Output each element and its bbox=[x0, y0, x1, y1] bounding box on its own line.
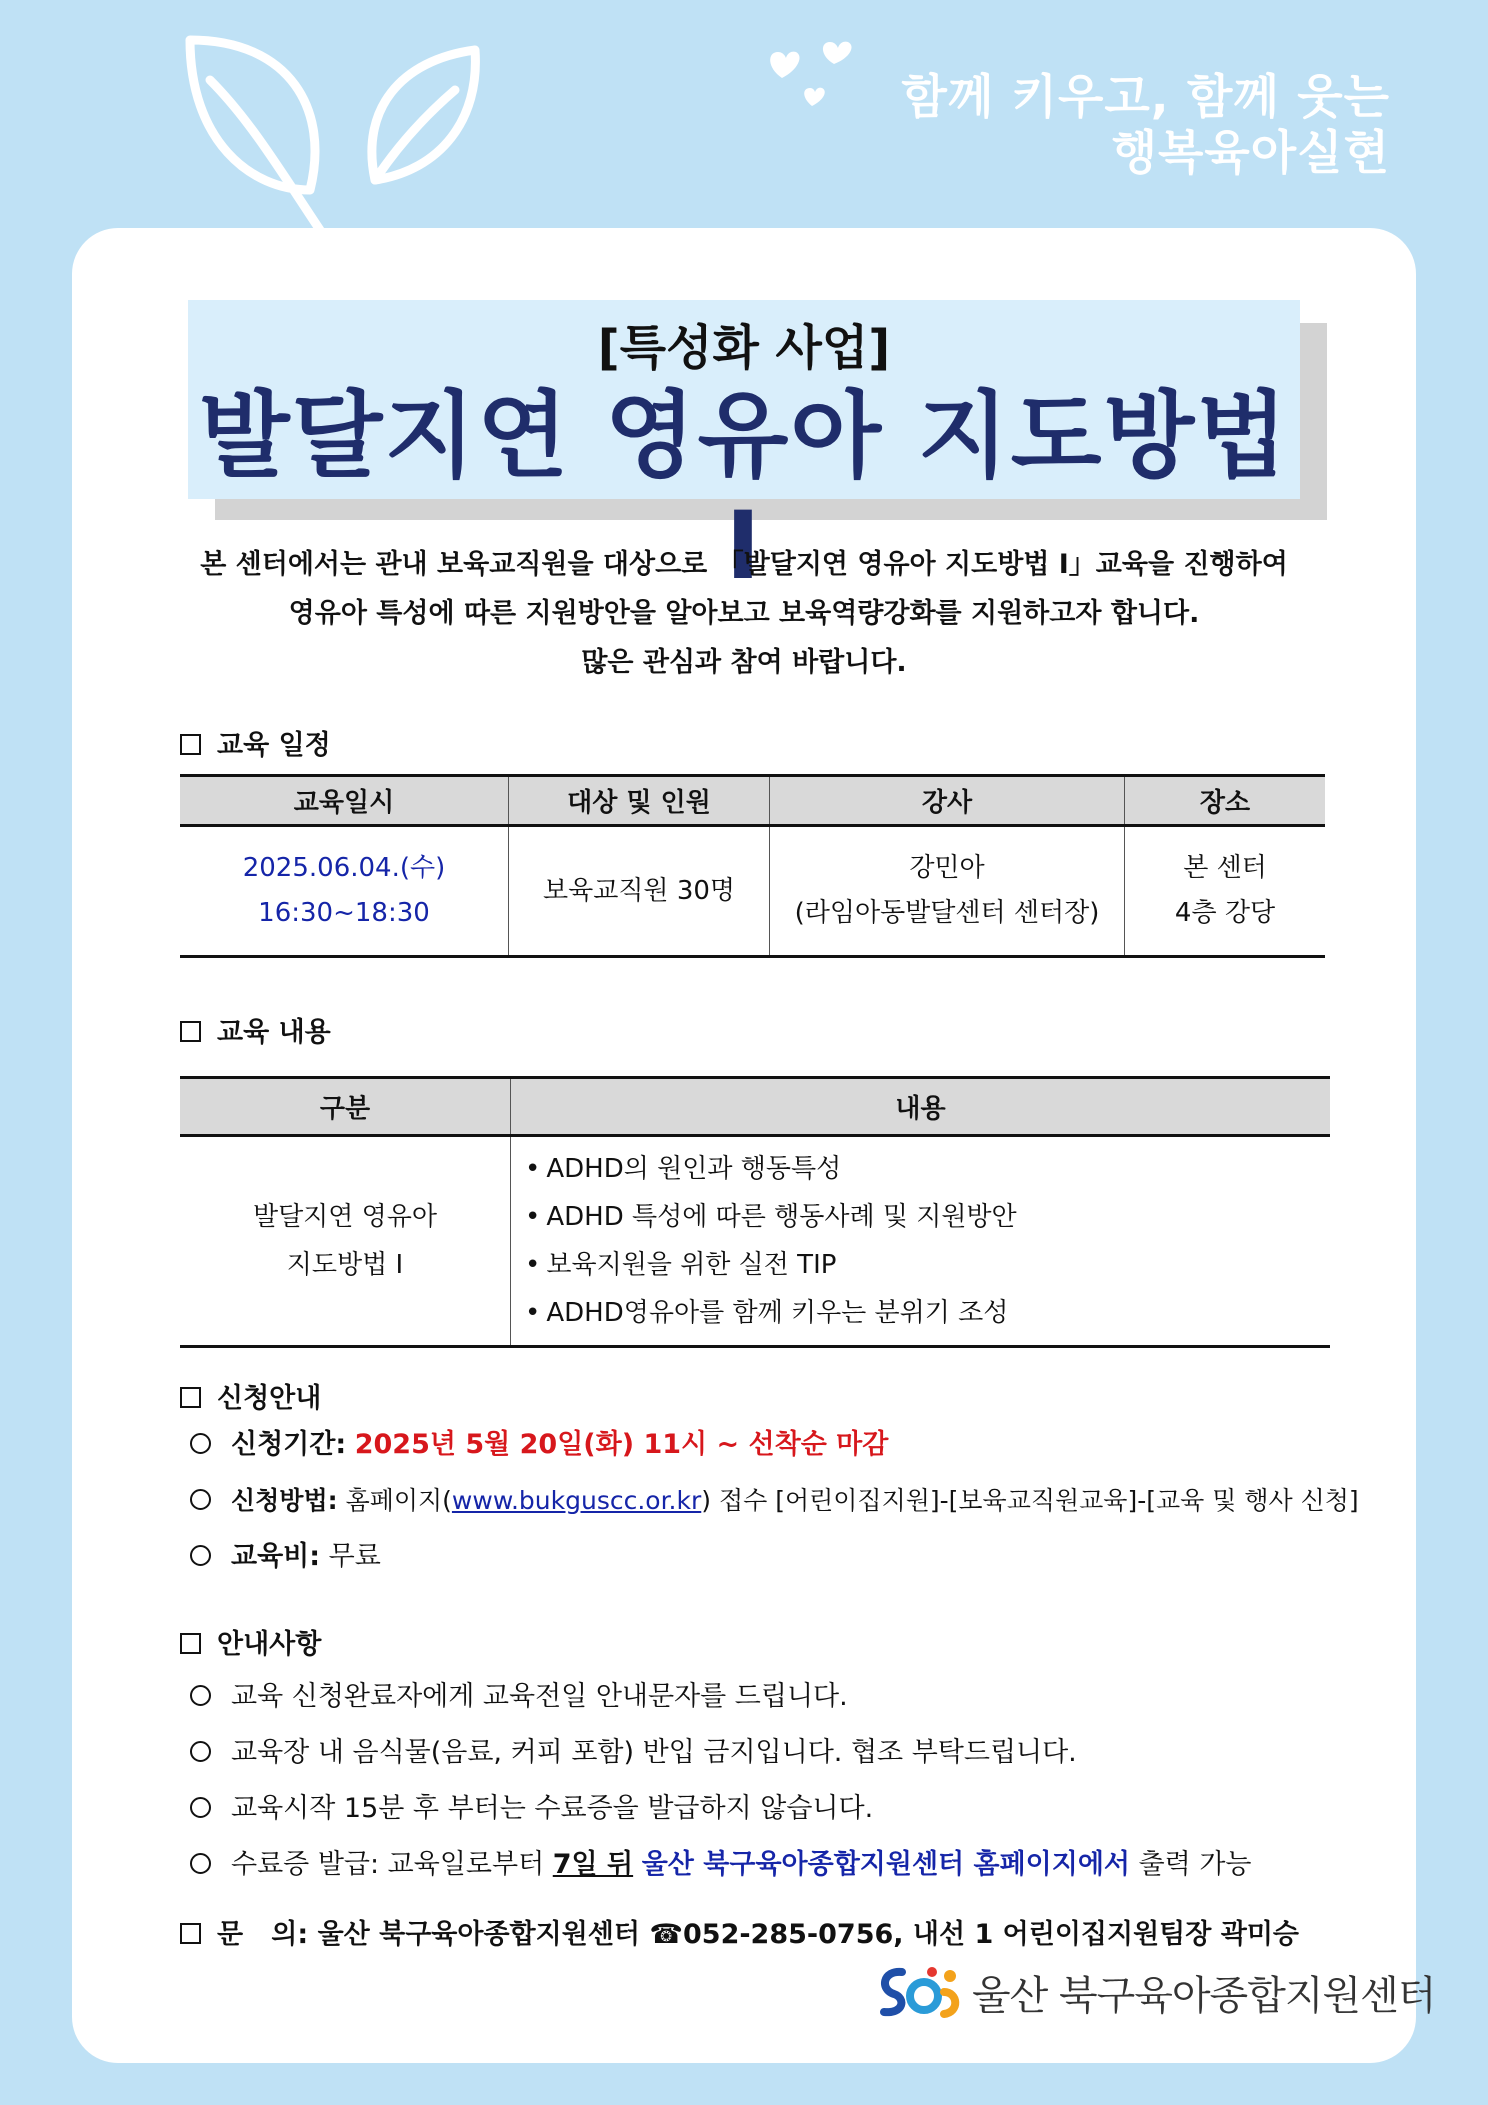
intro-line-1: 본 센터에서는 관내 보육교직원을 대상으로 「발달지연 영유아 지도방법 Ⅰ」교육을 진행하여 bbox=[200, 549, 1288, 580]
contact-line: 문 의: 울산 북구육아종합지원센터 ☎052-285-0756, 내선 1 어린이집지원팀장 곽미승 bbox=[180, 1912, 1299, 1951]
intro-line-3: 많은 관심과 참여 바랍니다. bbox=[581, 647, 907, 678]
notice-heading: 안내사항 bbox=[180, 1622, 321, 1661]
schedule-target: 보육교직원 30명 bbox=[509, 826, 770, 957]
circle-bullet-icon bbox=[190, 1685, 211, 1706]
schedule-time: 16:30~18:30 bbox=[258, 898, 430, 928]
apply-period: 신청기간: 2025년 5월 20일(화) 11시 ~ 선착순 마감 bbox=[190, 1417, 1359, 1473]
notice-item: 교육장 내 음식물(음료, 커피 포함) 반입 금지입니다. 협조 부탁드립니다. bbox=[190, 1725, 1252, 1781]
intro-line-2: 영유아 특성에 따른 지원방안을 알아보고 보육역량강화를 지원하고자 합니다. bbox=[288, 598, 1200, 629]
slogan-line-2: 행복육아실현 bbox=[1111, 126, 1390, 181]
table-header: 내용 bbox=[511, 1078, 1331, 1136]
square-bullet-icon bbox=[180, 1923, 201, 1944]
slogan bbox=[901, 70, 1390, 182]
content-table bbox=[180, 1076, 1330, 1348]
notice-list bbox=[190, 1669, 1252, 1893]
square-bullet-icon bbox=[180, 734, 201, 755]
schedule-table bbox=[180, 774, 1325, 958]
table-header: 교육일시 bbox=[180, 776, 509, 826]
apply-list bbox=[190, 1417, 1359, 1585]
table-header: 구분 bbox=[180, 1078, 511, 1136]
hearts-icon bbox=[762, 38, 862, 110]
list-item: • ADHD의 원인과 행동특성 bbox=[525, 1154, 842, 1184]
page-title: 발달지연 영유아 지도방법 Ⅰ bbox=[198, 382, 1290, 601]
list-item: • 보육지원을 위한 실전 TIP bbox=[525, 1250, 837, 1280]
center-logo-icon bbox=[872, 1962, 962, 2022]
apply-method: 신청방법: 홈페이지(www.bukguscc.or.kr) 접수 [어린이집지원]-[보육교직원교육]-[교육 및 행사 신청] bbox=[190, 1473, 1359, 1529]
square-bullet-icon bbox=[180, 1021, 201, 1042]
center-logo-text: 울산 북구육아종합지원센터 bbox=[972, 1972, 1436, 2019]
circle-bullet-icon bbox=[190, 1545, 211, 1566]
schedule-instructor bbox=[770, 826, 1125, 957]
table-header: 대상 및 인원 bbox=[509, 776, 770, 826]
schedule-place bbox=[1125, 826, 1326, 957]
instructor-title: (라임아동발달센터 센터장) bbox=[794, 898, 1100, 928]
category-line-1: 발달지연 영유아 bbox=[252, 1202, 438, 1232]
apply-fee: 교육비: 무료 bbox=[190, 1529, 1359, 1585]
circle-bullet-icon bbox=[190, 1741, 211, 1762]
square-bullet-icon bbox=[180, 1387, 201, 1408]
schedule-datetime bbox=[180, 826, 509, 957]
center-logo bbox=[872, 1962, 1435, 2022]
content-category bbox=[180, 1136, 511, 1347]
table-header: 강사 bbox=[770, 776, 1125, 826]
circle-bullet-icon bbox=[190, 1797, 211, 1818]
table-header: 장소 bbox=[1125, 776, 1326, 826]
apply-heading: 신청안내 bbox=[180, 1376, 321, 1415]
place-line-2: 4층 강당 bbox=[1174, 898, 1276, 928]
list-item: • ADHD 특성에 따른 행동사례 및 지원방안 bbox=[525, 1202, 1017, 1232]
circle-bullet-icon bbox=[190, 1853, 211, 1874]
apply-period-value: 2025년 5월 20일(화) 11시 ~ 선착순 마감 bbox=[354, 1429, 889, 1460]
instructor-name: 강민아 bbox=[909, 853, 985, 883]
leaves-illustration bbox=[170, 30, 510, 230]
circle-bullet-icon bbox=[190, 1433, 211, 1454]
intro-text bbox=[180, 540, 1308, 687]
notice-item: 교육시작 15분 후 부터는 수료증을 발급하지 않습니다. bbox=[190, 1781, 1252, 1837]
slogan-line-1: 함께 키우고, 함께 웃는 bbox=[901, 70, 1390, 125]
square-bullet-icon bbox=[180, 1633, 201, 1654]
list-item: • ADHD영유아를 함께 키우는 분위기 조성 bbox=[525, 1298, 1009, 1328]
notice-item: 수료증 발급: 교육일로부터 7일 뒤 울산 북구육아종합지원센터 홈페이지에서 출력 가능 bbox=[190, 1837, 1252, 1893]
circle-bullet-icon bbox=[190, 1489, 211, 1510]
content-list bbox=[511, 1136, 1331, 1347]
notice-item: 교육 신청완료자에게 교육전일 안내문자를 드립니다. bbox=[190, 1669, 1252, 1725]
place-line-1: 본 센터 bbox=[1183, 853, 1267, 883]
content-heading: 교육 내용 bbox=[180, 1010, 331, 1049]
homepage-link[interactable]: www.bukguscc.or.kr bbox=[451, 1486, 702, 1515]
title-sub: [특성화 사업] bbox=[597, 320, 891, 376]
category-line-2: 지도방법 Ⅰ bbox=[286, 1250, 404, 1280]
schedule-date: 2025.06.04.(수) bbox=[242, 853, 446, 883]
table-row bbox=[180, 826, 1325, 957]
schedule-heading: 교육 일정 bbox=[180, 723, 331, 762]
table-row bbox=[180, 1136, 1330, 1347]
